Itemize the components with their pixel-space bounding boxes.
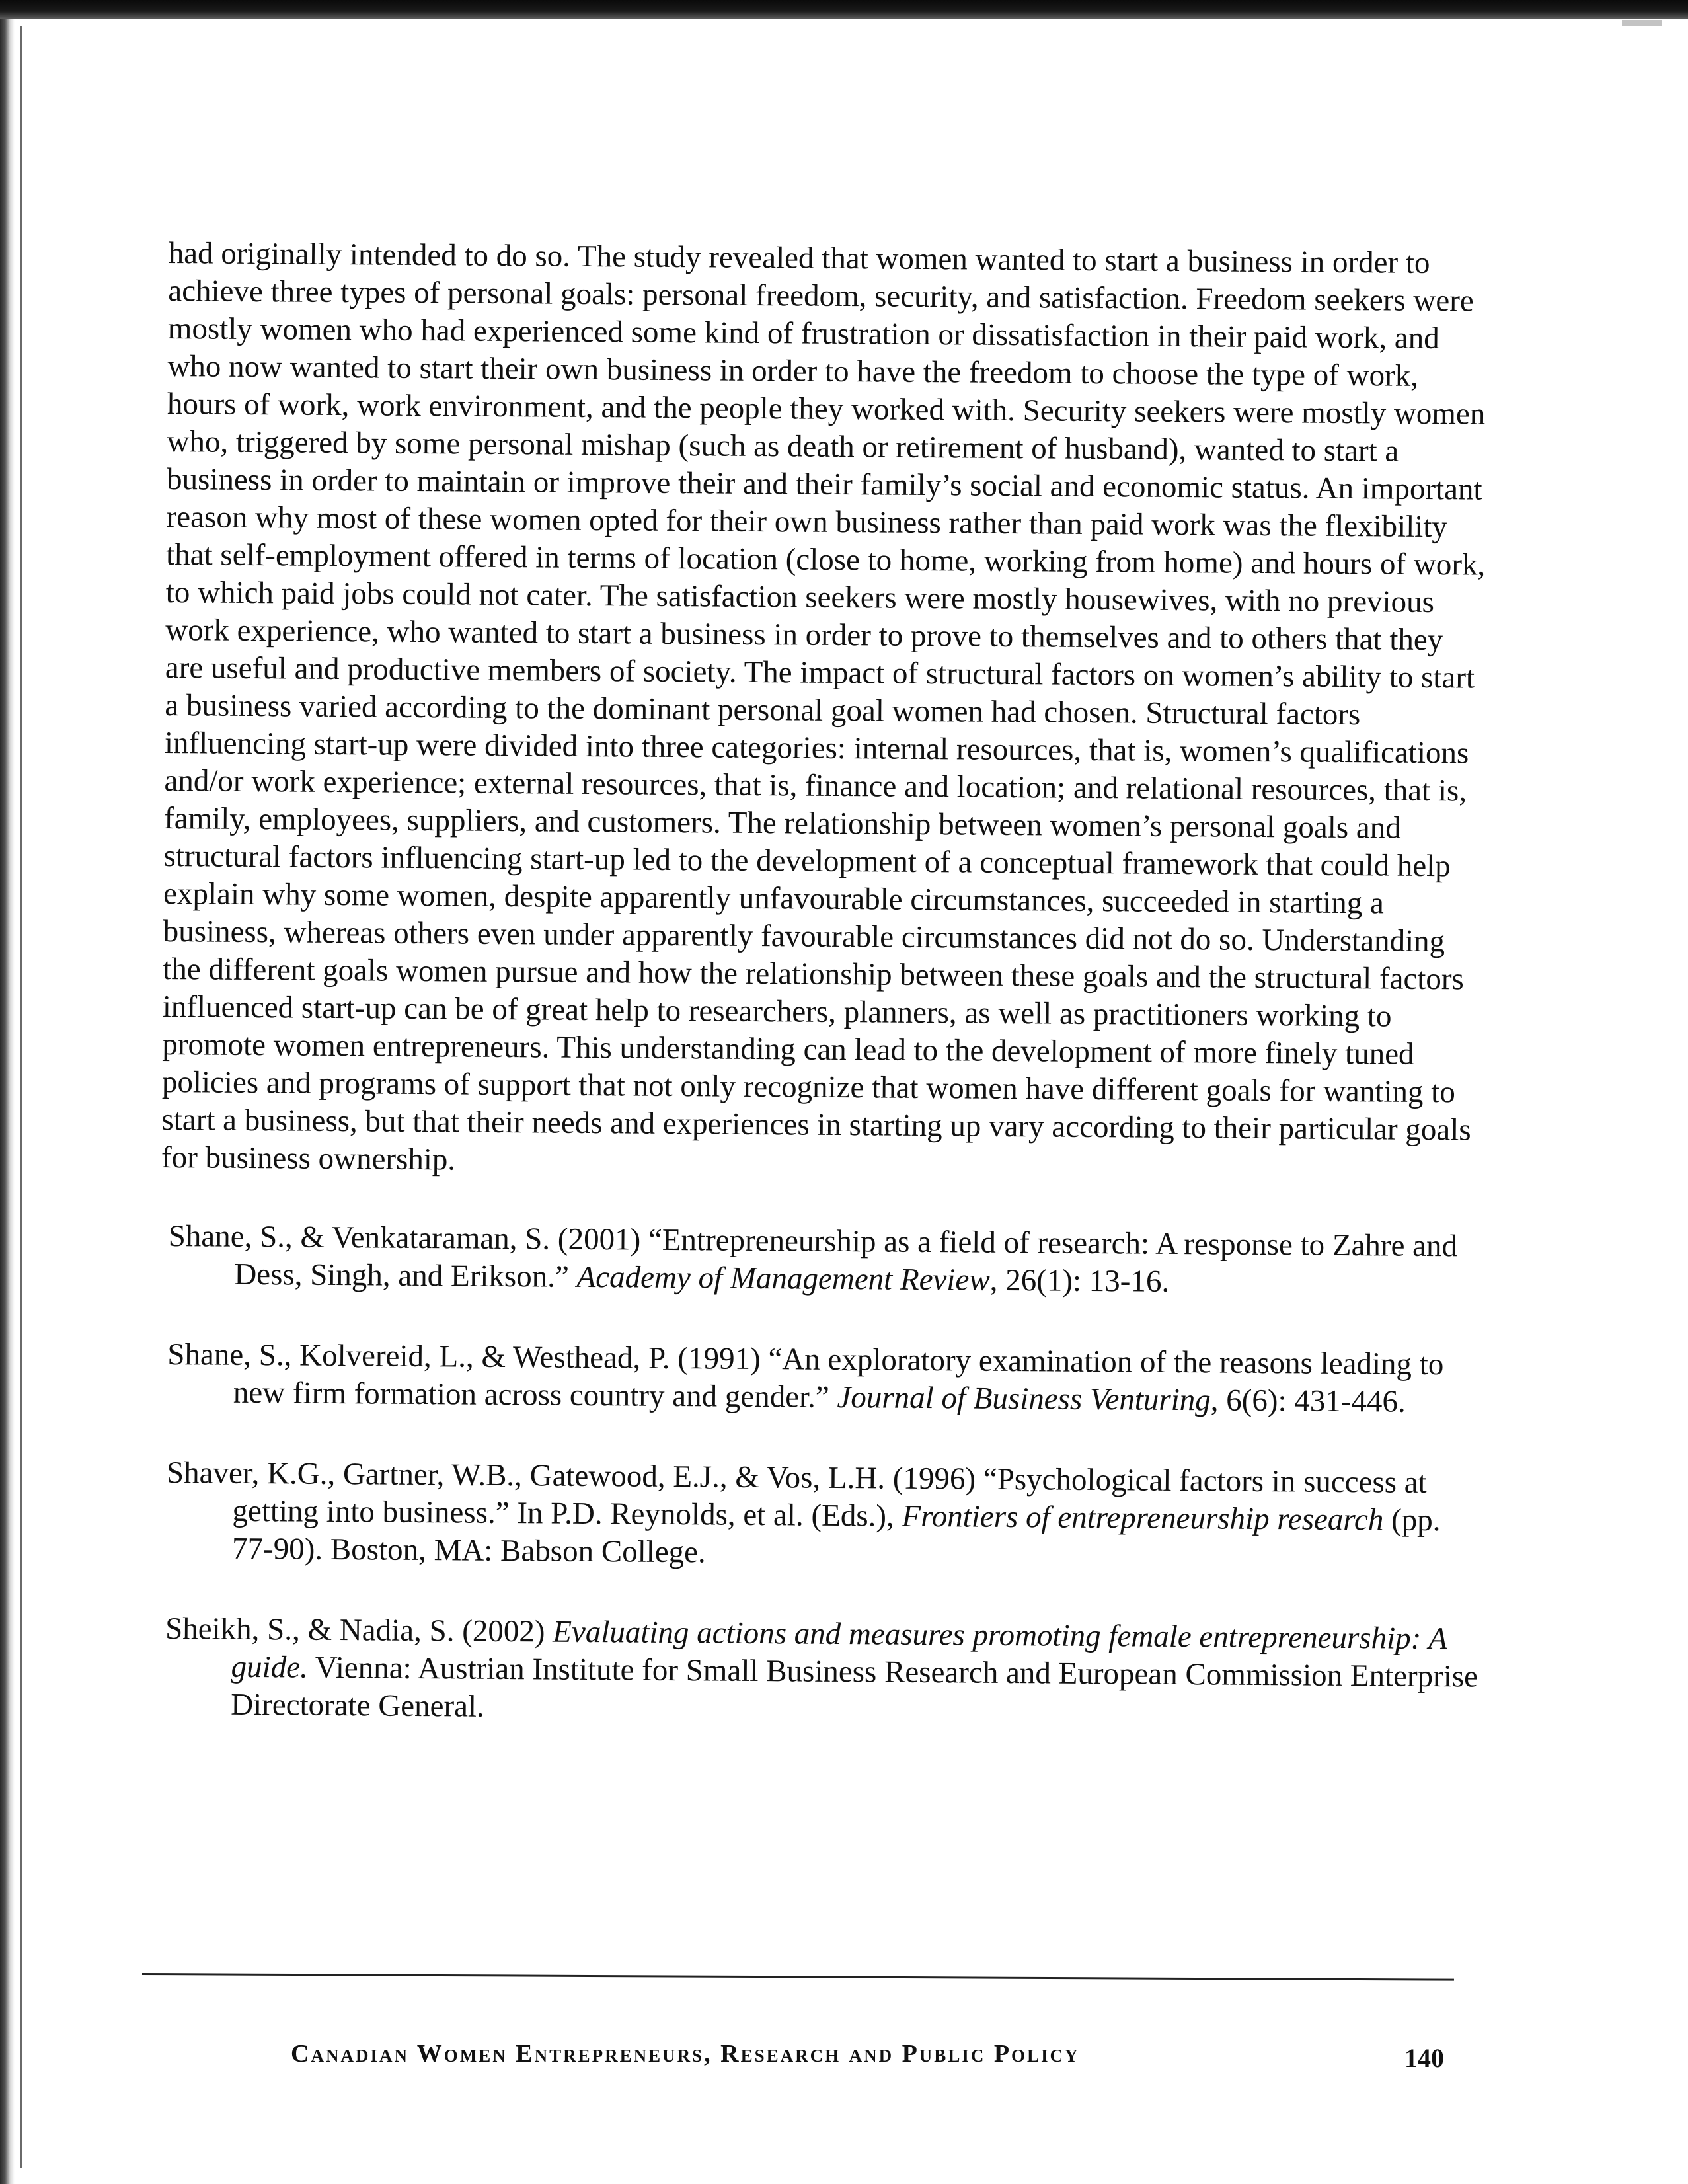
reference-list xyxy=(165,1218,1490,1734)
reference-source-title: Evaluating actions and measures promoting female entrepreneurship: A guide. xyxy=(231,1614,1447,1685)
scan-artifact xyxy=(1622,20,1662,26)
reference-entry xyxy=(166,1454,1488,1578)
reference-text: Shaver, K.G., Gartner, W.B., Gatewood, E.J., & Vos, L.H. (1996) “Psychological factors in success at getting into business.” In P.D. Reynolds, et al. (Eds.), xyxy=(166,1455,1427,1534)
reference-details: Vienna: Austrian Institute for Small Business Research and European Commission Enterprise Directorate General. xyxy=(231,1650,1478,1724)
reference-text: Shane, S., Kolvereid, L., & Westhead, P. (1991) “An exploratory examination of the reasons leading to new firm formation across country and gender.” xyxy=(167,1337,1444,1415)
page-number: 140 xyxy=(1404,2043,1444,2073)
reference-entry xyxy=(168,1218,1490,1304)
scan-binding-line xyxy=(20,26,22,2168)
footer-divider xyxy=(142,1973,1454,1981)
reference-source-title: Journal of Business Venturing xyxy=(837,1380,1211,1418)
reference-details: , 6(6): 431-446. xyxy=(1210,1383,1406,1419)
running-footer-title: Canadian Women Entrepreneurs, Research and Public Policy xyxy=(291,2040,1080,2068)
page-content xyxy=(161,235,1490,1766)
reference-source-title: Frontiers of entrepreneurship research xyxy=(902,1499,1384,1538)
reference-details: , 26(1): 13-16. xyxy=(989,1263,1170,1299)
scan-top-edge xyxy=(0,0,1688,19)
reference-entry xyxy=(167,1336,1490,1422)
reference-entry xyxy=(165,1610,1487,1734)
reference-source-title: Academy of Management Review xyxy=(576,1259,990,1298)
reference-text: Shane, S., & Venkataraman, S. (2001) “Entrepreneurship as a field of research: A response to Zahre and Dess, Singh, and Erikson.” xyxy=(168,1218,1458,1294)
scan-left-edge xyxy=(0,19,15,2184)
body-paragraph: had originally intended to do so. The study revealed that women wanted to start a business in order to achieve three types of personal goals: personal freedom, security, and satisfaction. Freedom seekers were mostly women who had experienced some kind of frustration or dissatisfaction in their paid work, and who now wanted to start their own business in order to have the freedom to choose the type of work, hours of work, work environment, and the people they worked with. Security seekers were mostly women who, triggered by some personal mishap (such as death or retirement of husband), wanted to start a business in order to maintain or improve their and their family’s social and economic status. An important reason why most of these women opted for their own business rather than paid work was the flexibility that self-employment offered in terms of location (close to home, working from home) and hours of work, to which paid jobs could not cater. The satisfaction seekers were mostly housewives, with no previous work experience, who wanted to start a business in order to prove to themselves and to others that they are useful and productive members of society. The impact of structural factors on women’s ability to start a business varied according to the dominant personal goal women had chosen. Structural factors influencing start-up were divided into three categories: internal resources, that is, women’s qualifications and/or work experience; external resources, that is, finance and location; and relational resources, that is, family, employees, suppliers, and customers. The relationship between women’s personal goals and structural factors influencing start-up led to the development of a conceptual framework that could help explain why some women, despite apparently unfavourable circumstances, succeeded in starting a business, whereas others even under apparently favourable circumstances did not do so. Understanding the different goals women pursue and how the relationship between these goals and the structural factors influenced start-up can be of great help to researchers, planners, as well as practitioners working to promote women entrepreneurs. This understanding can lead to the development of more finely tuned policies and programs of support that not only recognize that women have different goals for wanting to start a business, but that their needs and experiences in starting up vary according to their particular goals for business ownership. xyxy=(161,235,1486,1177)
reference-details: (pp. 77-90). Boston, MA: Babson College. xyxy=(231,1502,1441,1570)
reference-text: Sheikh, S., & Nadia, S. (2002) xyxy=(165,1611,553,1649)
